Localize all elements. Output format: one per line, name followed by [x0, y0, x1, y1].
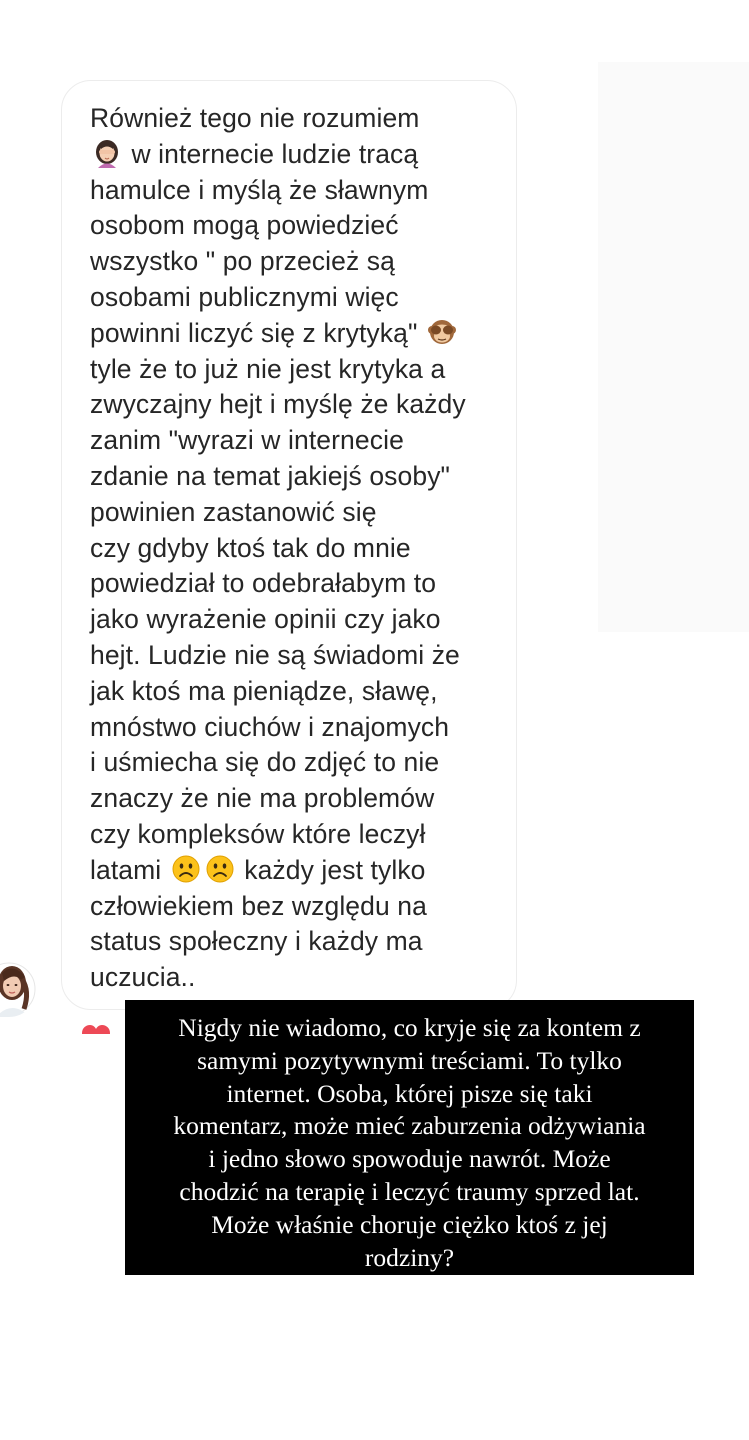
slightly-frowning-face-icon [205, 854, 235, 884]
caption-line: Może właśnie choruje ciężko ktoś z jej [211, 1209, 608, 1239]
message-line: latami [90, 854, 169, 885]
message-line: wszystko " po przecież są [90, 246, 395, 277]
caption-line: komentarz, może mieć zaburzenia odżywiania [173, 1111, 646, 1141]
message-line: status społeczny i każdy ma [90, 926, 423, 957]
message-line: osobom mogą powiedzieć [90, 210, 399, 241]
heart-reaction-icon[interactable] [82, 1020, 110, 1034]
background-panel [598, 62, 749, 632]
woman-facepalming-icon [92, 138, 122, 168]
message-line: tyle że to już nie jest krytyka a [90, 353, 446, 384]
message-line: hejt. Ludzie nie są świadomi że [90, 639, 460, 670]
message-line: mnóstwo ciuchów i znajomych [90, 711, 450, 742]
message-line: czy kompleksów które leczył [90, 818, 426, 849]
slightly-frowning-face-icon [171, 854, 201, 884]
message-line: i uśmiecha się do zdjęć to nie [90, 747, 440, 778]
message-line: jak ktoś ma pieniądze, sławę, [90, 675, 438, 706]
message-line: zanim "wyrazi w internecie [90, 425, 404, 456]
message-bubble[interactable] [61, 80, 517, 1010]
message-line: powiedział to odebrałabym to [90, 568, 437, 599]
message-line: hamulce i myślą że sławnym [90, 174, 429, 205]
message-line: zdanie na temat jakiejś osoby" [90, 460, 451, 491]
caption-line: samymi pozytywnymi treściami. To tylko [197, 1045, 622, 1075]
message-line: znaczy że nie ma problemów [90, 783, 435, 814]
message-text [90, 101, 496, 996]
avatar[interactable] [0, 961, 37, 1017]
message-line: czy gdyby ktoś tak do mnie [90, 532, 411, 563]
story-caption [125, 1000, 694, 1275]
caption-line: rodziny? [364, 1242, 455, 1272]
message-line: zwyczajny hejt i myślę że każdy [90, 389, 466, 420]
message-line: powinni liczyć się z krytyką" [90, 317, 425, 348]
message-line: człowiekiem bez względu na [90, 890, 427, 921]
caption-line: Nigdy nie wiadomo, co kryje się za kontem z [178, 1013, 641, 1042]
caption-line: i jedno słowo spowoduje nawrót. Może [208, 1144, 611, 1174]
see-no-evil-monkey-icon [427, 317, 457, 347]
message-line: każdy jest tylko [236, 854, 426, 885]
message-line: jako wyrażenie opinii czy jako [90, 604, 441, 635]
message-line: uczucia.. [90, 962, 196, 993]
message-line: Również tego nie rozumiem [90, 103, 420, 133]
caption-line: internet. Osoba, której pisze się taki [226, 1078, 593, 1108]
caption-line: chodzić na terapię i leczyć traumy sprzed lat. [179, 1176, 640, 1206]
message-line: powinien zastanowić się [90, 496, 377, 527]
message-line: osobami publicznymi więc [90, 281, 399, 312]
message-line: w internecie ludzie tracą [124, 138, 419, 169]
